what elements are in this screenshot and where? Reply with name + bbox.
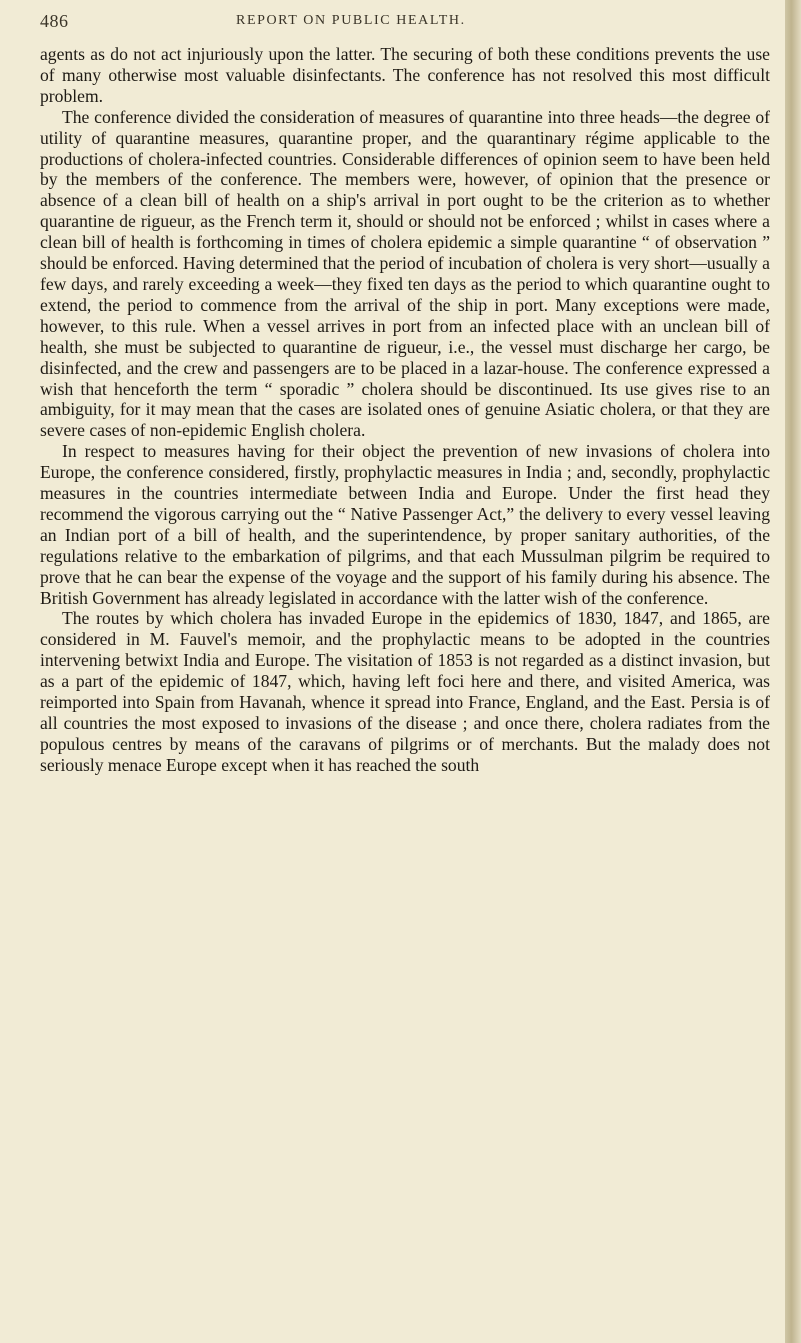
page-number: 486: [40, 11, 69, 31]
paragraph-invasion-routes: The routes by which cholera has invaded Europe in the epidemics of 1830, 1847, and 1865, are considered in M. Fauvel's memoir, and the prophylactic means to be adopted in the countries intervening betwixt India and Europe. The visitation of 1853 is not regarded as a distinct invasion, but as a part of the epidemic of 1847, which, having left foci here and there, and visited America, was reimported into Spain from Havanah, whence it spread into France, England, and the East. Persia is of all countries the most exposed to invasions of the disease ; and once there, cholera radiates from the populous centres by means of the caravans of pilgrims or of merchants. But the malady does not seriously menace Europe except when it has reached the south: [40, 608, 770, 775]
body-text: [40, 44, 770, 776]
running-head: REPORT ON PUBLIC HEALTH.: [236, 13, 466, 28]
page-header: [40, 11, 740, 37]
paragraph-prophylactic-measures: In respect to measures having for their object the prevention of new invasions of cholera into Europe, the conference considered, firstly, prophylactic measures in India ; and, secondly, prophylactic measures in the countries intermediate between India and Europe. Under the first head they recommend the vigorous carrying out the “ Native Passenger Act,” the delivery to every vessel leaving an Indian port of a bill of health, and the superintendence, by proper sanitary authorities, of the regulations relative to the embarkation of pilgrims, and that each Mussulman pilgrim be required to prove that he can bear the expense of the voyage and the support of his family during his absence. The British Government has already legislated in accordance with the latter wish of the conference.: [40, 441, 770, 608]
paragraph-continuation: agents as do not act injuriously upon the latter. The securing of both these conditions prevents the use of many otherwise most valuable disinfectants. The conference has not resolved this most difficult problem.: [40, 44, 770, 106]
paragraph-quarantine: The conference divided the consideration of measures of quarantine into three heads—the degree of utility of quarantine measures, quarantine proper, and the quarantinary régime applicable to the productions of cholera-infected countries. Considerable differences of opinion seem to have been held by the members of the conference. The members were, however, of opinion that the presence or absence of a clean bill of health on a ship's arrival in port ought to be the criterion as to whether quarantine de rigueur, as the French term it, should or should not be enforced ; whilst in cases where a clean bill of health is forthcoming in times of cholera epidemic a simple quarantine “ of observation ” should be enforced. Having determined that the period of incubation of cholera is very short—usually a few days, and rarely exceeding a week—they fixed ten days as the period to which quarantine ought to extend, the period to commence from the arrival of the ship in port. Many exceptions were made, however, to this rule. When a vessel arrives in port from an infected place with an unclean bill of health, she must be subjected to quarantine de rigueur, i.e., the vessel must discharge her cargo, be disinfected, and the crew and passengers are to be placed in a lazar-house. The conference expressed a wish that henceforth the term “ sporadic ” cholera should be discontinued. Its use gives rise to an ambiguity, for it may mean that the cases are isolated ones of genuine Asiatic cholera, or that they are severe cases of non-epidemic English cholera.: [40, 106, 770, 441]
page-edge: [785, 0, 801, 1343]
